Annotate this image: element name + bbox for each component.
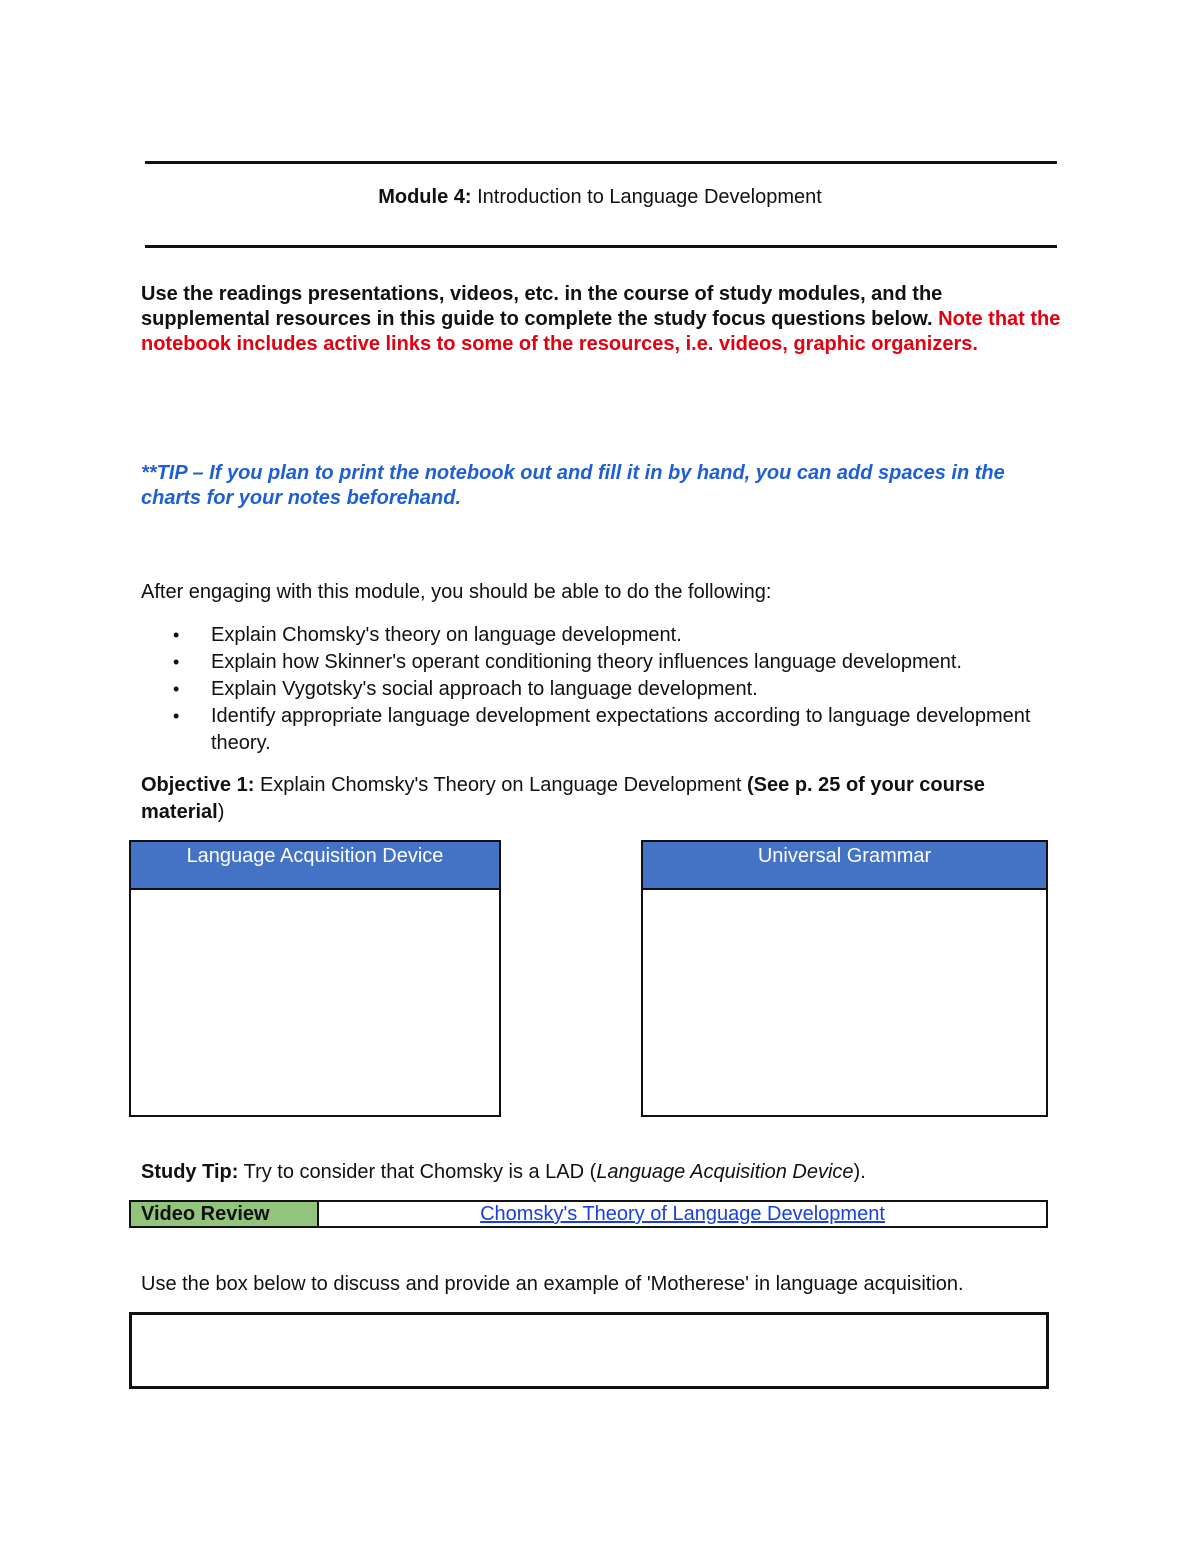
ug-box-title: Universal Grammar: [643, 842, 1046, 890]
study-tip: [141, 1160, 866, 1184]
objective-1-heading: [141, 772, 1061, 826]
list-item: [141, 676, 1041, 703]
objective-text: Explain Chomsky's Theory on Language Development: [254, 774, 748, 796]
universal-grammar-notes-box[interactable]: [641, 840, 1048, 1117]
bullet-icon: •: [173, 679, 180, 699]
bullet-icon: •: [173, 652, 180, 672]
outcomes-list: [141, 622, 1041, 757]
list-item-text: Explain how Skinner's operant conditioning theory influences language development.: [211, 651, 962, 673]
list-item-text: Identify appropriate language development expectations according to language development theory.: [211, 705, 1031, 754]
objective-close: ): [217, 801, 225, 823]
list-item-text: Explain Chomsky's theory on language development.: [211, 624, 682, 646]
objective-reference: (See p. 25 of your course material: [141, 774, 985, 823]
lad-box-title: Language Acquisition Device: [131, 842, 499, 890]
intro-paragraph: [141, 282, 1061, 357]
outcomes-lead: After engaging with this module, you should be able to do the following:: [141, 581, 772, 603]
list-item: [141, 622, 1041, 649]
bullet-icon: •: [173, 625, 180, 645]
intro-instructions: Use the readings presentations, videos, etc. in the course of study modules, and the supplemental resources in this guide to complete the study focus questions below.: [141, 283, 943, 330]
video-review-label: Video Review: [131, 1202, 319, 1226]
chomsky-video-link[interactable]: Chomsky's Theory of Language Development: [480, 1203, 885, 1225]
objective-label: Objective 1:: [141, 774, 255, 796]
list-item-text: Explain Vygotsky's social approach to language development.: [211, 678, 758, 700]
lad-notes-box[interactable]: [129, 840, 501, 1117]
study-tip-close: ).: [853, 1161, 866, 1183]
intro-note: Note that the notebook includes active links to some of the resources, i.e. videos, graphic organizers.: [141, 308, 1061, 355]
list-item: [141, 703, 1041, 757]
top-divider: [145, 161, 1057, 164]
print-tip: **TIP – If you plan to print the notebook out and fill it in by hand, you can add spaces in the charts for your notes beforehand.: [141, 462, 1005, 509]
video-review-link-cell: [319, 1202, 1046, 1226]
study-tip-italic: Language Acquisition Device: [596, 1161, 854, 1183]
bullet-icon: •: [173, 706, 180, 726]
module-name: Introduction to Language Development: [471, 186, 822, 208]
list-item: [141, 649, 1041, 676]
motherese-prompt: Use the box below to discuss and provide an example of 'Motherese' in language acquisition.: [141, 1273, 964, 1295]
motherese-answer-box[interactable]: [129, 1312, 1049, 1389]
study-tip-label: Study Tip:: [141, 1161, 239, 1183]
module-title: [0, 185, 1200, 209]
module-label: Module 4:: [378, 186, 472, 208]
bottom-divider: [145, 245, 1057, 248]
study-tip-text: Try to consider that Chomsky is a LAD (: [238, 1161, 597, 1183]
video-review-table: [129, 1200, 1048, 1228]
